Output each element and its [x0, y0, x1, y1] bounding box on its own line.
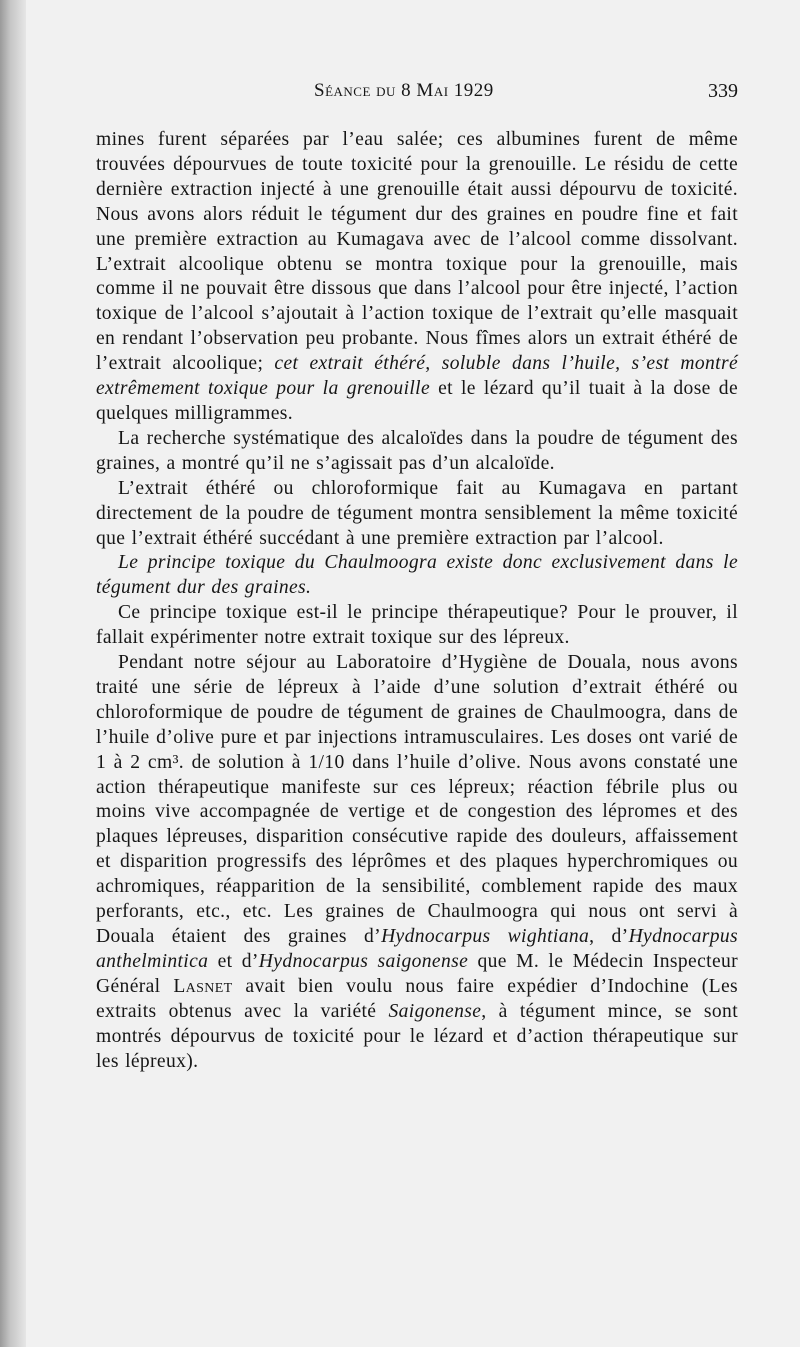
page-edge-shadow: [0, 0, 26, 1347]
text-run: mines furent séparées par l’eau salée; ces albumines furent de même trouvées dépourvues de toute toxicité pour la grenouille. Le résidu de cette dernière extraction injecté à une grenouille était aussi dépourvu de toxicité. Nous avons alors réduit le tégument dur des graines en poudre fine et fait une première extraction au Kumagava avec de l’alcool comme dissolvant. L’extrait alcoolique obtenu se montra toxique pour la grenouille, mais comme il ne pouvait être dissous que dans l’alcool pour être injecté, l’action toxique de l’alcool s’ajoutait à l’action toxique de l’extrait qu’elle masquait en rendant l’observation peu probante. Nous fîmes alors un extrait éthéré de l’extrait alcoolique;: [96, 129, 738, 375]
paragraph: [96, 128, 738, 427]
text-run: L’extrait éthéré ou chloroformique fait au Kumagava en partant directement de la poudre de tégument montra sensiblement la même toxicité que l’extrait éthéré succédant à une première extraction par l’alcool.: [96, 477, 738, 549]
text-run: Ce principe toxique est-il le principe thérapeutique? Pour le prouver, il fallait expérimenter notre extrait toxique sur des lépreux.: [96, 602, 738, 649]
body-text: [96, 128, 738, 1074]
text-run: avait bien voulu nous faire expédier d’Indochine (Les extraits obtenus avec la variété: [96, 975, 738, 1022]
italic-text: Hydnocarpus wightiana: [381, 926, 590, 947]
italic-text: Hydnocarpus saigonense: [258, 950, 469, 972]
text-run: , à tégument mince, se sont montrés dépourvus de toxicité pour le lézard et d’action thérapeutique sur les lépreux).: [96, 1000, 738, 1072]
text-run: La recherche systématique des alcaloïdes dans la poudre de tégument des graines, a montré qu’il ne s’agissait pas d’un alcaloïde.: [96, 427, 738, 474]
page-header: [0, 80, 800, 110]
text-run: , d’: [589, 926, 629, 947]
paragraph: [96, 601, 738, 651]
italic-text: Le principe toxique du Chaulmoogra existe donc exclusivement dans le tégument dur des graines.: [96, 552, 738, 599]
paragraph: [96, 427, 738, 477]
page-number: 339: [708, 80, 738, 102]
smallcaps-name: Lasnet: [173, 975, 233, 997]
text-run: que M. le Médecin Inspecteur Général: [96, 950, 739, 997]
running-title: Séance du 8 Mai 1929: [314, 80, 494, 101]
text-run: et le lézard qu’il tuait à la dose de quelques milligrammes.: [96, 378, 738, 424]
paragraph: [96, 477, 738, 552]
italic-text: cet extrait éthéré, soluble dans l’huile, s’est montré extrêmement toxique pour la grenouille: [96, 353, 738, 400]
italic-text: Hydnocarpus anthelmintica: [96, 926, 738, 972]
italic-text: Saigonense: [388, 1000, 482, 1022]
text-run: et d’: [208, 950, 259, 972]
paragraph: [96, 551, 738, 601]
text-run: Pendant notre séjour au Laboratoire d’Hygiène de Douala, nous avons traité une série de lépreux à l’aide d’une solution d’extrait éthéré ou chloroformique de poudre de tégument de graines de Chaulmoogra, dans de l’huile d’olive pure et par injections intramusculaires. Les doses ont varié de 1 à 2 cm³. de solution à 1/10 dans l’huile d’olive. Nous avons constaté une action thérapeutique manifeste sur ces lépreux; réaction fébrile plus ou moins vive accompagnée de vertige et de congestion des lépromes et des plaques lépreuses, disparition consécutive rapide des douleurs, affaissement et disparition progressifs des léprômes et des plaques hyperchromiques ou achromiques, réapparition de la sensibilité, comblement rapide des maux perforants, etc., etc. Les graines de Chaulmoogra qui nous ont servi à Douala étaient des graines d’: [96, 652, 738, 947]
paragraph: [96, 651, 738, 1074]
